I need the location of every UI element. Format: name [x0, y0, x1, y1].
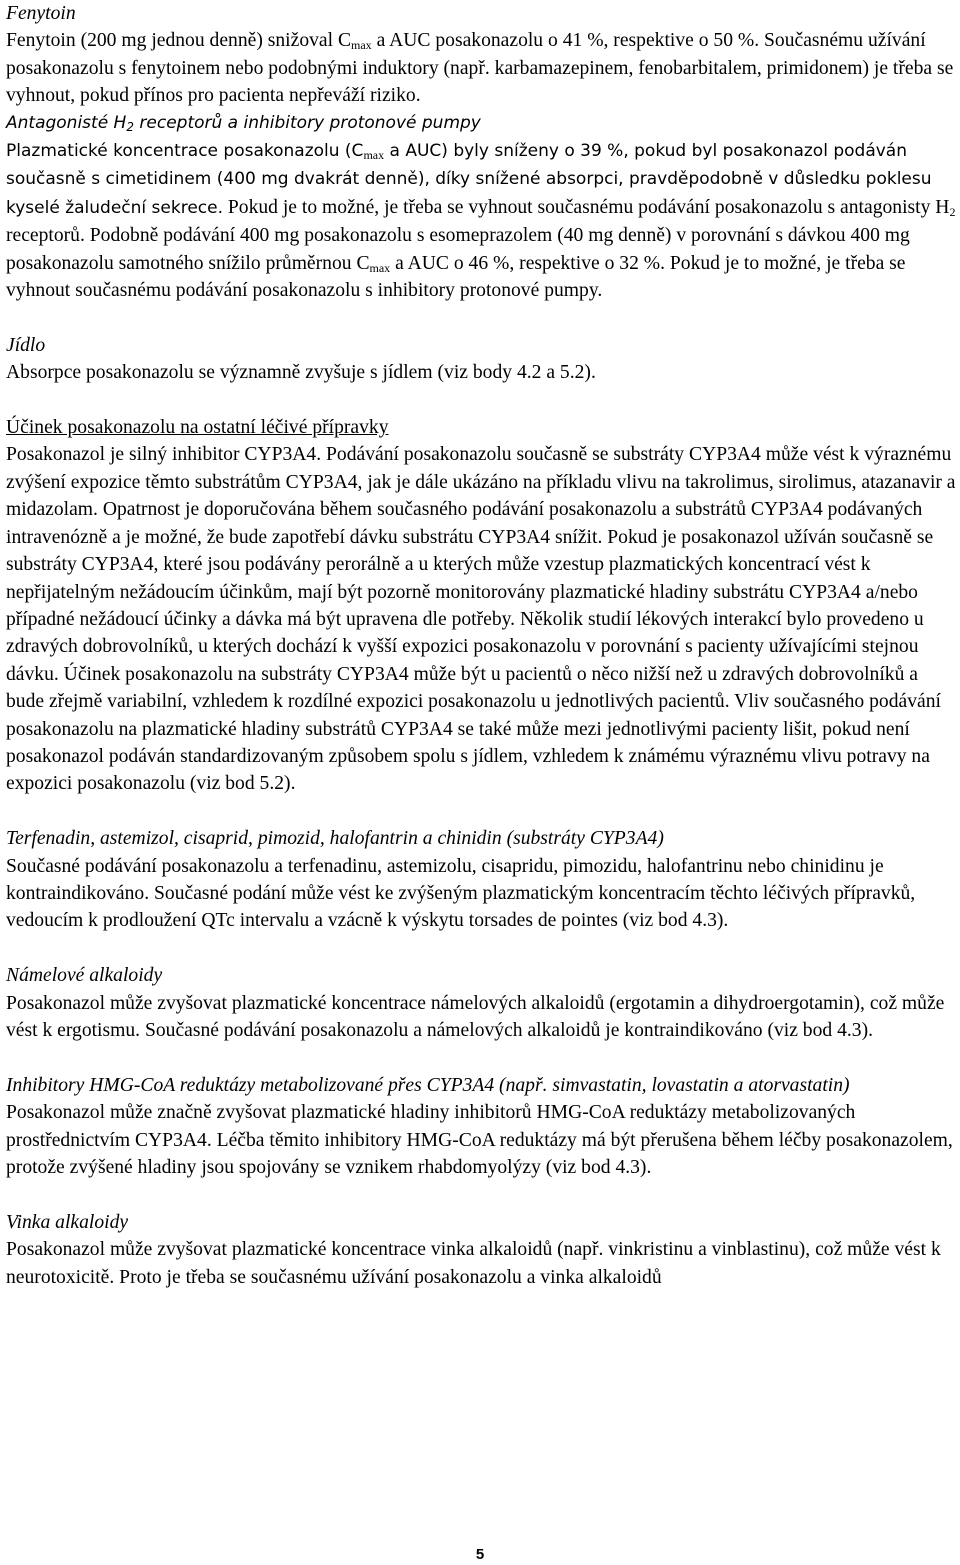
paragraph-ergot: Posakonazol může zvyšovat plazmatické koncentrace námelových alkaloidů (ergotamin a dihydroergotamin), což může vést k ergotismu. Současné podávání posakonazolu a námelových alkaloidů je kontraindikováno (viz bod 4.3). [6, 992, 945, 1041]
text-run: a AUC) byly sníženy o 39 %, pokud byl posakonazol podáván současně s cimetidinem (400 mg dvakrát denně), díky snížené absorpci, pravděpodobně v důsledku poklesu kyselé žaludeční sekrece. [6, 141, 932, 218]
subscript: 2 [126, 119, 134, 134]
paragraph-vinca: Posakonazol může zvyšovat plazmatické koncentrace vinka alkaloidů (např. vinkristinu a vinblastinu), což může vést k neurotoxicitě. Proto je třeba se současnému užívání posakonazolu a vinka alkaloidů [6, 1239, 941, 1288]
section-heading-vinca: Vinka alkaloidy [6, 1211, 129, 1233]
spacer [6, 304, 956, 331]
spacer [6, 1044, 956, 1071]
text-run: a AUC posakonazolu o 41 %, respektive o 50 %. Současnému užívání posakonazolu s fenytoinem nebo podobnými induktory (např. karbamazepinem, fenobarbitalem, primidonem) je třeba se vyhnout, pokud přínos pro pacienta nepřeváží riziko. [6, 30, 954, 107]
text-run: Pokud je to možné, je třeba se vyhnout současnému podávání posakonazolu s antagonisty H [222, 196, 950, 218]
document-page [6, 0, 956, 1291]
text-run: receptorů a inhibitory protonové pumpy [134, 112, 481, 133]
spacer [6, 798, 956, 825]
subscript: 2 [949, 204, 956, 219]
section-heading-food: Jídlo [6, 334, 46, 356]
text-run: receptorů. Podobně podávání 400 mg posakonazolu s esomeprazolem (40 mg denně) v porovnání s dávkou 400 mg posakonazolu samotného snížilo průměrnou C [6, 225, 910, 274]
section-heading-effect: Účinek posakonazolu na ostatní léčivé přípravky [6, 417, 389, 439]
spacer [6, 1181, 956, 1208]
text-run: a AUC o 46 %, respektive o 32 %. Pokud je to možné, je třeba se vyhnout současnému podávání posakonazolu s inhibitory protonové pumpy. [6, 252, 906, 302]
paragraph-hmg: Posakonazol může značně zvyšovat plazmatické hladiny inhibitorů HMG-CoA reduktázy metabolizovaných prostřednictvím CYP3A4. Léčba těmito inhibitory HMG-CoA reduktázy má být přerušena během léčby posakonazolem, protože zvýšené hladiny jsou spojovány se vznikem rhabdomyolýzy (viz bod 4.3). [6, 1102, 953, 1178]
subscript: max [369, 260, 391, 275]
subscript: max [351, 38, 372, 53]
subscript: max [363, 148, 385, 163]
paragraph-fenytoin [6, 27, 956, 109]
section-heading-hmg: Inhibitory HMG-CoA reduktázy metabolizované přes CYP3A4 (např. simvastatin, lovastatin a atorvastatin) [6, 1074, 850, 1096]
paragraph-antagonists [6, 137, 956, 304]
section-heading-antagonists [6, 110, 956, 137]
section-heading-ergot: Námelové alkaloidy [6, 965, 163, 987]
spacer [6, 935, 956, 962]
text-run: Fenytoin (200 mg jednou denně) snižoval C [6, 30, 352, 52]
text-run: Plazmatické koncentrace posakonazolu (C [6, 141, 364, 162]
text-run: Antagonisté H [6, 112, 127, 133]
page-number: 5 [475, 1546, 485, 1563]
paragraph-terfenadin: Současné podávání posakonazolu a terfenadinu, astemizolu, cisapridu, pimozidu, halofantrinu nebo chinidinu je kontraindikováno. Současné podání může vést ke zvýšeným plazmatickým koncentracím těchto léčivých přípravků, vedoucím k prodloužení QTc intervalu a vzácně k výskytu torsades de pointes (viz bod 4.3). [6, 855, 916, 932]
section-heading-terfenadin: Terfenadin, astemizol, cisaprid, pimozid, halofantrin a chinidin (substráty CYP3A4) [6, 828, 664, 850]
section-heading-fenytoin: Fenytoin [6, 3, 76, 24]
paragraph-effect: Posakonazol je silný inhibitor CYP3A4. Podávání posakonazolu současně se substráty CYP3A4 může vést k výraznému zvýšení expozice těmto substrátům CYP3A4, jak je dále ukázáno na příkladu vlivu na takrolimus, sirolimus, atazanavir a midazolam. Opatrnost je doporučována během současného podávání posakonazolu a substrátů CYP3A4 podávaných intravenózně a je možné, že bude zapotřebí dávku substrátu CYP3A4 snížit. Pokud je posakonazol užíván současně se substráty CYP3A4, které jsou podávány perorálně a u kterých může vzestup plazmatických koncentrací vést k nepřijatelným nežádoucím účinkům, mají být pozorně monitorovány plazmatické hladiny substrátu CYP3A4 a/nebo případné nežádoucí účinky a dávka má být upravena dle potřeby. Několik studií lékových interakcí bylo provedeno u zdravých dobrovolníků, u kterých dochází k vyšší expozici posakonazolu v porovnání s pacienty užívajícími stejnou dávku. Účinek posakonazolu na substráty CYP3A4 může být u pacientů o něco nižší než u zdravých dobrovolníků a bude zřejmě variabilní, vzhledem k rozdílné expozici posakonazolu u jednotlivých pacientů. Vliv současného podávání posakonazolu na plazmatické hladiny substrátů CYP3A4 se také může mezi jednotlivými pacienty lišit, pokud není posakonazol podáván standardizovaným způsobem spolu s jídlem, vzhledem k známému výraznému vlivu potravy na expozici posakonazolu (viz bod 5.2). [6, 444, 956, 795]
spacer [6, 387, 956, 414]
paragraph-food: Absorpce posakonazolu se významně zvyšuje s jídlem (viz body 4.2 a 5.2). [6, 362, 596, 384]
